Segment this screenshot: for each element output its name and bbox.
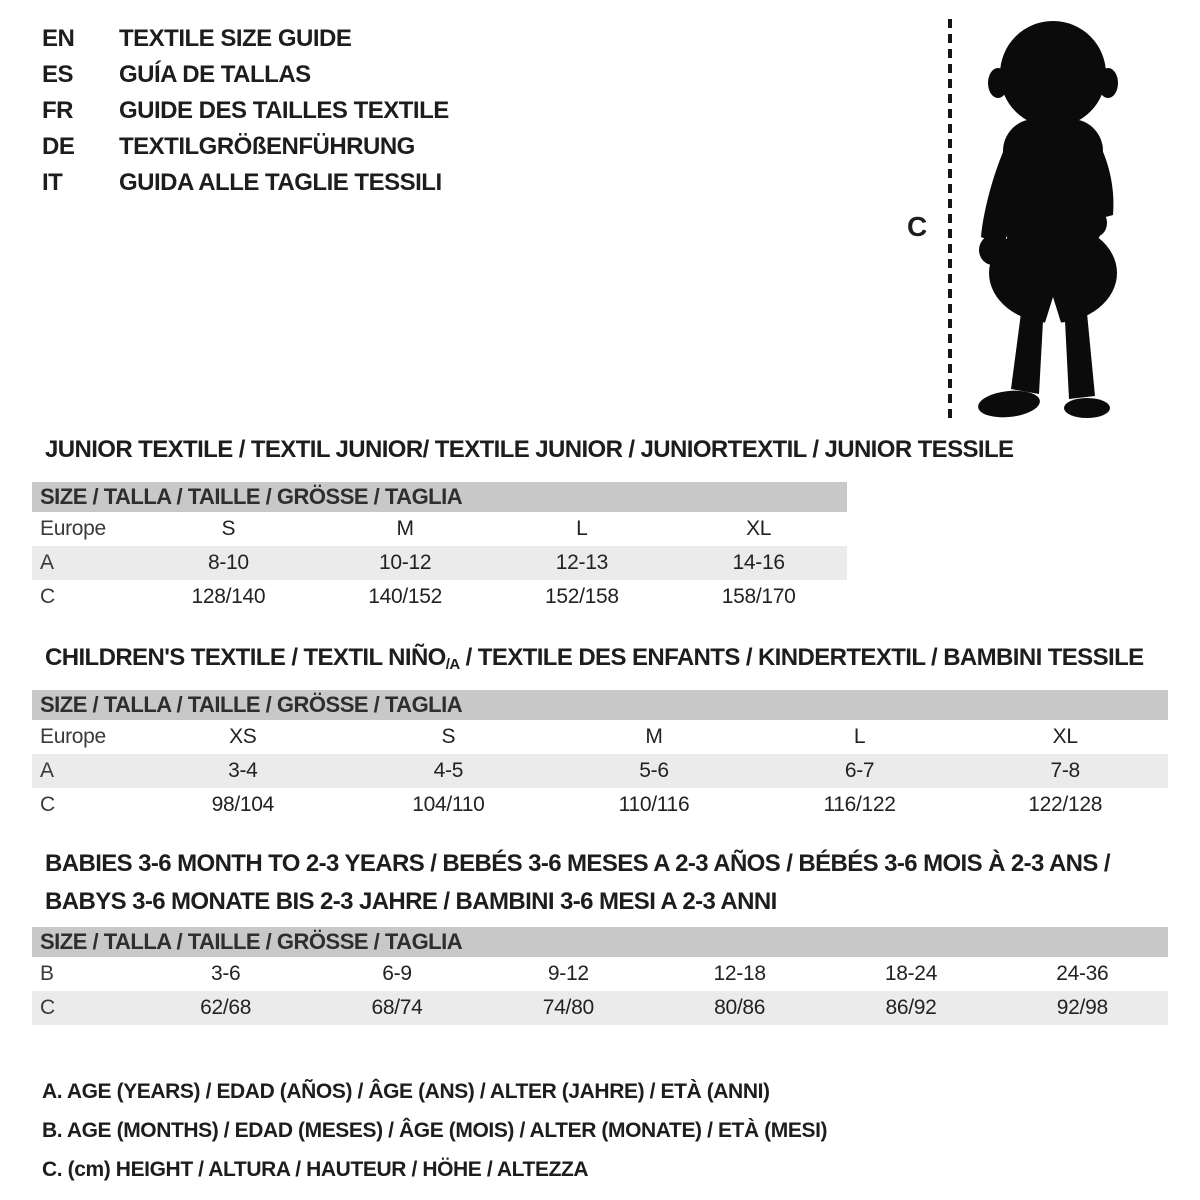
babies-section-title <box>45 845 1168 921</box>
junior-section-title: JUNIOR TEXTILE / TEXTIL JUNIOR/ TEXTILE JUNIOR / JUNIORTEXTIL / JUNIOR TESSILE <box>45 436 1014 463</box>
value-cell: XS <box>229 725 257 748</box>
language-label: GUIDA ALLE TAGLIE TESSILI <box>119 169 442 196</box>
children-size-table <box>32 720 1168 822</box>
value-cell: 110/116 <box>618 793 690 816</box>
value-cell: 158/170 <box>721 585 796 608</box>
value-cell: L <box>576 517 588 540</box>
value-cell: 9-12 <box>547 962 589 985</box>
toddler-silhouette <box>905 15 1155 427</box>
value-cell: M <box>396 517 414 540</box>
row-label-cell: Europe <box>40 725 106 748</box>
language-code: EN <box>42 25 75 52</box>
value-cell: 122/128 <box>1028 793 1103 816</box>
junior-size-table <box>32 512 847 614</box>
value-cell: 5-6 <box>639 759 669 782</box>
language-list <box>42 26 449 206</box>
value-cell: 12-18 <box>713 962 766 985</box>
row-label-cell: Europe <box>40 517 106 540</box>
language-row-es <box>42 62 449 87</box>
value-cell: XL <box>1052 725 1078 748</box>
legend-line-a: A. AGE (YEARS) / EDAD (AÑOS) / ÂGE (ANS) / ALTER (JAHRE) / ETÀ (ANNI) <box>42 1080 770 1103</box>
babies-title-line1: BABIES 3-6 MONTH TO 2-3 YEARS / BEBÉS 3-6 MESES A 2-3 AÑOS / BÉBÉS 3-6 MOIS À 2-3 ANS / <box>45 850 1110 877</box>
language-row-de <box>42 134 449 159</box>
row-label-cell: C <box>40 793 55 816</box>
value-cell: 80/86 <box>714 996 766 1019</box>
babies-title-line2: BABYS 3-6 MONATE BIS 2-3 JAHRE / BAMBINI 3-6 MESI A 2-3 ANNI <box>45 888 777 915</box>
value-cell: 152/158 <box>544 585 619 608</box>
language-row-it <box>42 170 449 195</box>
children-title-subscript: /A <box>445 656 460 673</box>
language-label: TEXTILGRÖßENFÜHRUNG <box>119 133 415 160</box>
height-figure <box>905 15 1155 427</box>
row-label-cell: C <box>40 585 55 608</box>
table-row <box>32 720 1168 754</box>
value-cell: 18-24 <box>884 962 938 985</box>
value-cell: 104/110 <box>412 793 485 816</box>
language-label: GUIDE DES TAILLES TEXTILE <box>119 97 449 124</box>
row-label-cell: B <box>40 962 54 985</box>
legend-line-b: B. AGE (MONTHS) / EDAD (MESES) / ÂGE (MOIS) / ALTER (MONATE) / ETÀ (MESI) <box>42 1119 828 1142</box>
language-label: TEXTILE SIZE GUIDE <box>119 25 352 52</box>
value-cell: 86/92 <box>885 996 937 1019</box>
language-row-en <box>42 26 449 51</box>
babies-size-header-bar: SIZE / TALLA / TAILLE / GRÖSSE / TAGLIA <box>32 927 1168 957</box>
value-cell: 68/74 <box>371 996 423 1019</box>
value-cell: 10-12 <box>379 551 432 574</box>
junior-section <box>32 436 1014 614</box>
junior-size-header-bar: SIZE / TALLA / TAILLE / GRÖSSE / TAGLIA <box>32 482 847 512</box>
value-cell: 14-16 <box>732 551 785 574</box>
legend-line-c: C. (cm) HEIGHT / ALTURA / HAUTEUR / HÖHE / ALTEZZA <box>42 1158 589 1181</box>
row-label-cell: A <box>40 551 54 574</box>
children-title-main: CHILDREN'S TEXTILE / TEXTIL NIÑO <box>45 644 446 671</box>
value-cell: 8-10 <box>207 551 249 574</box>
children-section <box>32 645 1168 822</box>
language-code: IT <box>42 169 63 196</box>
value-cell: 3-6 <box>210 962 241 985</box>
value-cell: 74/80 <box>542 996 594 1019</box>
value-cell: L <box>853 725 866 748</box>
language-row-fr <box>42 98 449 123</box>
table-row <box>32 957 1168 991</box>
language-code: DE <box>42 133 75 160</box>
value-cell: XL <box>746 517 772 540</box>
value-cell: 6-7 <box>844 759 875 782</box>
measure-label-c: C <box>907 211 928 242</box>
toddler-shape <box>977 21 1118 420</box>
value-cell: M <box>645 725 663 748</box>
children-section-title <box>45 645 1168 671</box>
value-cell: 7-8 <box>1050 759 1080 782</box>
value-cell: 98/104 <box>211 793 275 816</box>
value-cell: 92/98 <box>1056 996 1108 1019</box>
table-row <box>32 991 1168 1025</box>
row-label-cell: C <box>40 996 55 1019</box>
language-code: ES <box>42 61 74 88</box>
value-cell: 62/68 <box>200 996 252 1019</box>
value-cell: S <box>221 517 236 540</box>
value-cell: 140/152 <box>368 585 443 608</box>
language-code: FR <box>42 97 73 124</box>
babies-size-table <box>32 957 1168 1025</box>
table-row <box>32 546 847 580</box>
value-cell: 12-13 <box>555 551 608 574</box>
children-title-rest: / TEXTILE DES ENFANTS / KINDERTEXTIL / BAMBINI TESSILE <box>459 644 1144 671</box>
value-cell: 116/122 <box>823 793 896 816</box>
table-row <box>32 788 1168 822</box>
value-cell: S <box>441 725 456 748</box>
language-label: GUÍA DE TALLAS <box>119 61 311 88</box>
row-label-cell: A <box>40 759 54 782</box>
value-cell: 24-36 <box>1056 962 1109 985</box>
legend <box>42 1072 827 1189</box>
children-size-header-bar: SIZE / TALLA / TAILLE / GRÖSSE / TAGLIA <box>32 690 1168 720</box>
table-row <box>32 580 847 614</box>
babies-section <box>32 845 1168 1025</box>
value-cell: 6-9 <box>382 962 412 985</box>
value-cell: 4-5 <box>433 759 464 782</box>
table-row <box>32 512 847 546</box>
value-cell: 3-4 <box>228 759 258 782</box>
value-cell: 128/140 <box>191 585 266 608</box>
table-row <box>32 754 1168 788</box>
